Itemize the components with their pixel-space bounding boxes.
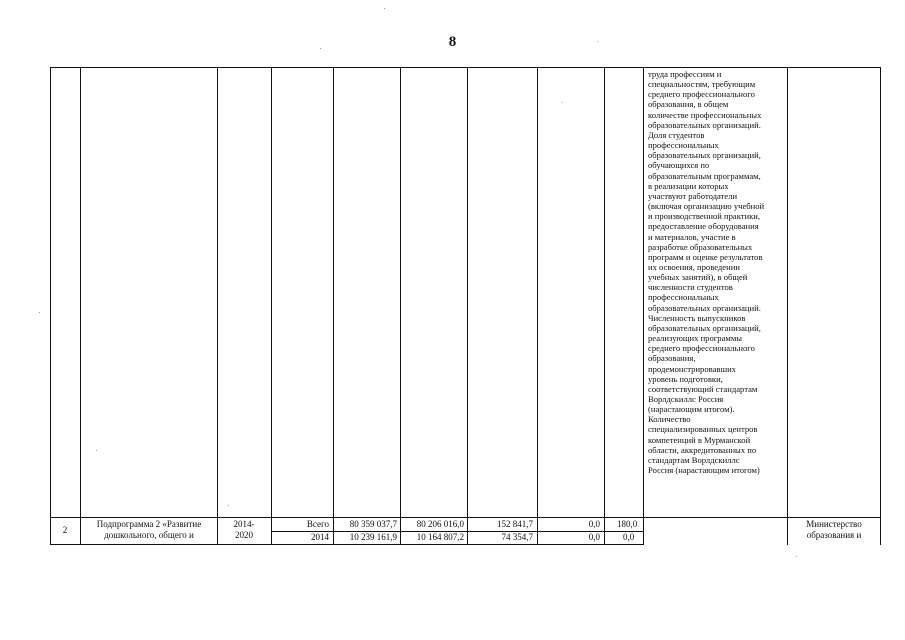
period: 2014- 2020 <box>233 519 255 540</box>
row-divider <box>50 517 881 518</box>
scan-speck <box>320 48 321 49</box>
col-border <box>400 67 401 545</box>
table-top-border <box>50 67 881 68</box>
total-value-1: 80 359 037,7 <box>349 519 397 529</box>
year-2014-value-5: 0,0 <box>623 532 635 542</box>
col-border <box>643 67 644 545</box>
total-value-3: 152 841,7 <box>497 519 533 529</box>
scan-speck <box>796 556 797 557</box>
row-number: 2 <box>62 525 68 535</box>
year-2014-value-1: 10 239 161,9 <box>349 532 397 542</box>
total-value-4: 0,0 <box>588 519 600 529</box>
year-2014-value-3: 74 354,7 <box>501 532 533 542</box>
col-border <box>50 67 51 545</box>
year-2014-value-4: 0,0 <box>588 532 600 542</box>
col-border <box>333 67 334 545</box>
scan-speck <box>597 41 598 42</box>
executor: Министерство образования и <box>806 519 862 540</box>
col-border <box>80 67 81 545</box>
scan-speck <box>228 505 229 506</box>
col-border <box>537 67 538 545</box>
col-border <box>467 67 468 545</box>
page-number: 8 <box>448 34 457 50</box>
year-2014-value-2: 10 164 807,2 <box>416 532 464 542</box>
total-label: Всего <box>306 519 329 529</box>
year-2014-label: 2014 <box>311 532 329 542</box>
col-border <box>217 67 218 545</box>
subprogram-name: Подпрограмма 2 «Развитие дошкольного, общего и <box>96 519 202 540</box>
scan-speck <box>96 450 97 451</box>
scan-speck <box>384 8 385 9</box>
scan-speck <box>562 102 563 103</box>
total-value-5: 180,0 <box>617 519 638 529</box>
col-border <box>880 67 881 545</box>
total-value-2: 80 206 016,0 <box>416 519 464 529</box>
indicator-description: труда профессиям и специальностям, требующим среднего профессионального образования, в общем количестве профессиональных образовательных организаций. Доля студентов профессиональных образовательных организаций, обучающихся по образовательным программам, в реализации которых участвуют работодатели (включая организацию учебной и производственной практики, предоставление оборудования и материалов, участие в разработке образовательных программ и оценке результатов их освоения, проведении учебных занятий), в общей численности студентов профессиональных образовательных организаций. Численность выпускников образовательных организаций, реализующих программы среднего профессионального образования, продемонстрировавших уровень подготовки, соответствующий стандартам Ворлдскиллс Россия (нарастающим итогом). Количество специализированных центров компетенций в Мурманской области, аккредитованных по стандартам Ворлдскиллс Россия (нарастающим итогом) <box>648 69 765 476</box>
col-border <box>604 67 605 545</box>
scan-speck <box>39 312 40 313</box>
table-bottom-border <box>50 544 643 545</box>
col-border <box>271 67 272 545</box>
